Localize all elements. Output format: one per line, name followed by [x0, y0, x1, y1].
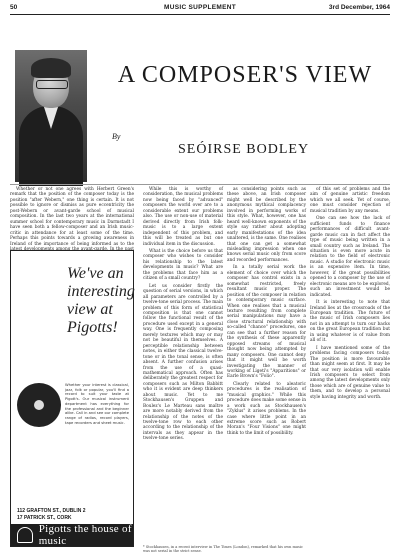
article-paragraph: While this is worthy of consideration, the musical problems now being faced by "advanced" composers the world over are to a considerable extent our problems also. The use or non-use of material derived directly from Irish folk-music is to a large extent independent of this problem, and this will be treated as but one individual item in the discussion. — [143, 187, 223, 247]
ad-brand-bar — [11, 524, 133, 546]
record-icon — [17, 383, 61, 427]
ad-slogan: We've an interesting view at Pigotts! — [67, 265, 135, 336]
issue-date: 3rd December, 1964 — [328, 4, 390, 11]
pigotts-advertisement — [10, 250, 134, 547]
footnote: * Stockhausen, in a recent interview in The Times (London), remarked that his own music was not serial in the strict sense. — [143, 545, 303, 554]
publication-title: MUSIC SUPPLEMENT — [164, 4, 236, 11]
article-paragraph: I have mentioned some of the problems facing composers today. The position is more favourable than might seem at first. It may be that our very isolation will enable Irish composers to select from among the latest developments only those which are of genuine value to them, and to develop a personal style having integrity and worth. — [310, 345, 390, 400]
article-paragraph: of this set of problems and the aim of genuine artistic freedom which we all seek. Yet of course, one must consider rejection of musical tradition by any means. — [310, 187, 390, 214]
article-column-4 — [310, 187, 390, 544]
article-paragraph: Clearly related to aleatoric procedures is the realisation of "musical graphics." While this procedure does make some sense in a work such as Stockhausen's "Zyklus" it arises problems. In the case where little point in an extreme score such as Robert Moran's "Four Visions" one might think to the limit of possibility. — [227, 381, 306, 436]
article-paragraph: Let us consider firstly the question of serial versions, in which all parameters are controlled by a twelve-tone serial process. The main problem of this form of statistical composition is that one cannot follow the functional result of the procedure used except in a general way. One is frequently composing merely textures which may or may not be beautiful in themselves. A perceptible relationship between notes, in either the classical twelve-tone or in the tonal sense, is often absent. A further confusion arises from the use of a quasi-mathematical approach. Often has deliberately the greatest respect for composers such as Milton Babbitt who it is evident are deep thinkers about music. Yet to me Stockhausen's Gruppen and Boulez's Le Marteau sans maître are more notably derived from the relationship of the notes of the twelve-tone row to each other according to the relationship of the intervals as they appear in the twelve-tone series. — [143, 283, 224, 442]
photo-glasses — [36, 80, 68, 89]
ad-address: 112 GRAFTON ST., DUBLIN 2 17 PATRICK ST., CORK — [17, 508, 86, 521]
article-paragraph: It is interesting to note that Ireland lies at the crossroads of the European tradition. The future of the music of Irish composers lies not in an attempt to turn our backs on the great European tradition but in using whatever is of value from all of it. — [310, 300, 390, 344]
pigotts-logo-icon — [17, 527, 33, 543]
article-paragraph: Whether or not one agrees with Herbert Green's remark that the position of the composer today is the position "after Webern," one thing is certain. It is not possible to ignore or dismiss as pure eccentricity the post-Webern or avant-garde school of musical composition. In the last two years at the international summer school for contemporary music in Darmstadt I have seen both a fellow-composer and an Irish music-critic in attendance for at least some of the time. Perhaps this points towards a growing awareness in Ireland of the importance of being informed as to the — [10, 187, 134, 247]
article-paragraph: One can see how the lack of sufficient funds to finance performances of difficult avant-garde music can in fact affect the type of music being written in a small country such as Ireland. The situation is even more acute in relation to the field of electronic music. A studio for electronic music is an expensive item. In time, however, if the great possibilities opened to a composer by the use of electronic means are to be explored, such an investment would be indicated. — [310, 216, 390, 298]
article-title: A COMPOSER'S VIEW — [117, 62, 373, 88]
photo-hair — [31, 58, 71, 78]
header-rule — [10, 14, 390, 15]
article-paragraph: as considering points such as these above, an Irish composer might well be described by the anonymous mythical complacency involved in performing works of this style. What, however, one has heard well-known exponents of the style say rather about adopting early manifestations of the idea unaltered, is the same. One realises that one can get a somewhat misleading impression when one knows serial music only from score and recorded performances. — [227, 187, 306, 263]
article-paragraph: In a totally serial work the element of choice over which the composer has control exists in a somewhat restricted, freely resultant music proper. The position of the composer in relation to contemporary music surface. When one realises that a musical texture resulting from complete serial manipulations may have a close structural relationship with so-called "chance" procedures, one can see that a further reason for the synthesis of these apparently opposed streams of musical thought now being attempted by many composers. One cannot deny that it might well be worth investigating the manner of working of Ligeti's "Apparitions" or Earle Brown's "Folio". — [227, 265, 306, 380]
author-photo — [15, 50, 87, 182]
column-rule — [10, 184, 390, 185]
author-name: SEÓIRSE BODLEY — [178, 142, 310, 157]
byline-label: By — [112, 132, 121, 141]
page-header — [10, 4, 390, 14]
ad-body-text: Whether your interest is classical, jazz, folk or popular, you'll find a record to suit your taste at Pigott's. Our musical instrument department has everything for the professional and the beginner alike. Call in and see our complete range of radios, record players, tape recorders and sheet music. — [65, 383, 129, 425]
page-number: 50 — [10, 4, 18, 11]
article-paragraph: What is the choice before us that composer who wishes to consider his relationship to the latest developments in music? What are the problems that face him as a citizen of a small country? — [143, 248, 223, 282]
article-intro-column — [10, 187, 134, 249]
article-column-3 — [227, 187, 306, 544]
ad-brand: Pigotts the house of music — [38, 523, 132, 547]
article-column-2 — [143, 187, 223, 544]
